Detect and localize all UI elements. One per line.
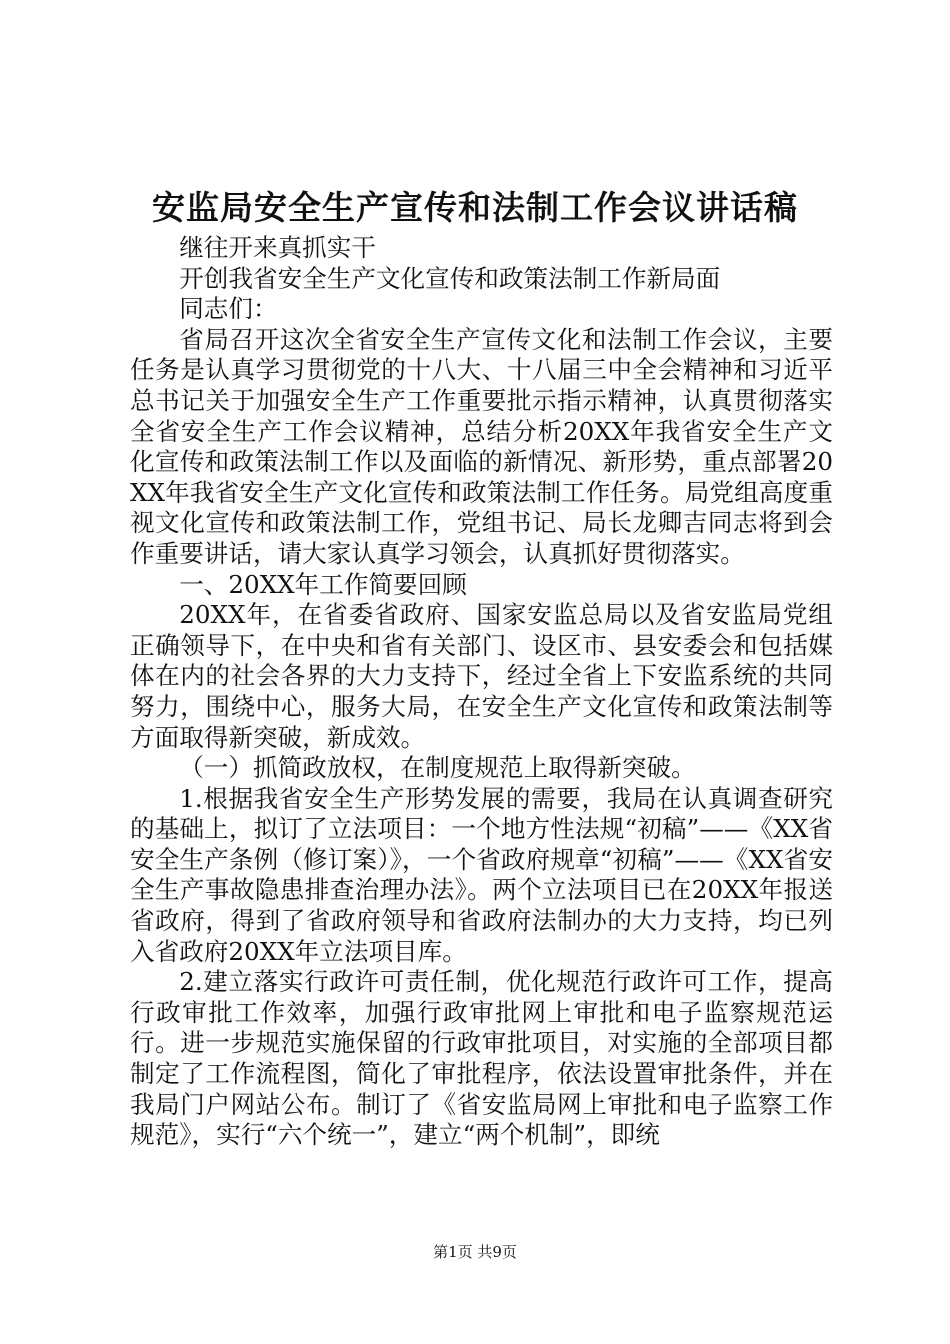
section-heading-1: 一、20XX年工作简要回顾	[179, 569, 467, 599]
page-number-footer: 第1页 共9页	[433, 1243, 517, 1261]
subtitle-line-1: 继往开来真抓实干	[179, 233, 376, 262]
document-body	[130, 233, 833, 1151]
document-title: 安监局安全生产宣传和法制工作会议讲话稿	[152, 188, 798, 227]
subsection-heading-1: （一）抓简政放权，在制度规范上取得新突破。	[179, 753, 696, 783]
paragraph-item-2: 2.建立落实行政许可责任制，优化规范行政许可工作，提高行政审批工作效率，加强行政审批网上审批和电子监察规范运行。进一步规范实施保留的行政审批项目，对实施的全部项目都制定了工作流程图，简化了审批程序，依法设置审批条件，并在我局门户网站公布。制订了《省安监局网上审批和电子监察工作规范》，实行“六个统一”，建立“两个机制”，即统	[130, 967, 833, 1150]
paragraph-review: 20XX年，在省委省政府、国家安监总局以及省安监局党组正确领导下，在中央和省有关部门、设区市、县安委会和包括媒体在内的社会各界的大力支持下，经过全省上下安监系统的共同努力，围绕中心，服务大局，在安全生产文化宣传和政策法制等方面取得新突破，新成效。	[130, 600, 833, 752]
paragraph-intro: 省局召开这次全省安全生产宣传文化和法制工作会议，主要任务是认真学习贯彻党的十八大、十八届三中全会精神和习近平总书记关于加强安全生产工作重要批示指示精神，认真贯彻落实全省安全生产工作会议精神，总结分析20XX年我省安全生产文化宣传和政策法制工作以及面临的新情况、新形势，重点部署20XX年我省安全生产文化宣传和政策法制工作任务。局党组高度重视文化宣传和政策法制工作，党组书记、局长龙卿吉同志将到会作重要讲话，请大家认真学习领会，认真抓好贯彻落实。	[130, 324, 833, 568]
subtitle-line-2: 开创我省安全生产文化宣传和政策法制工作新局面	[179, 263, 721, 293]
salutation: 同志们：	[179, 294, 278, 324]
paragraph-item-1: 1.根据我省安全生产形势发展的需要，我局在认真调查研究的基础上，拟订了立法项目：一个地方性法规“初稿”——《XX省安全生产条例（修订案）》，一个省政府规章“初稿”——《XX省安全生产事故隐患排查治理办法》。两个立法项目已在20XX年报送省政府，得到了省政府领导和省政府法制办的大力支持，均已列入省政府20XX年立法项目库。	[130, 783, 833, 966]
